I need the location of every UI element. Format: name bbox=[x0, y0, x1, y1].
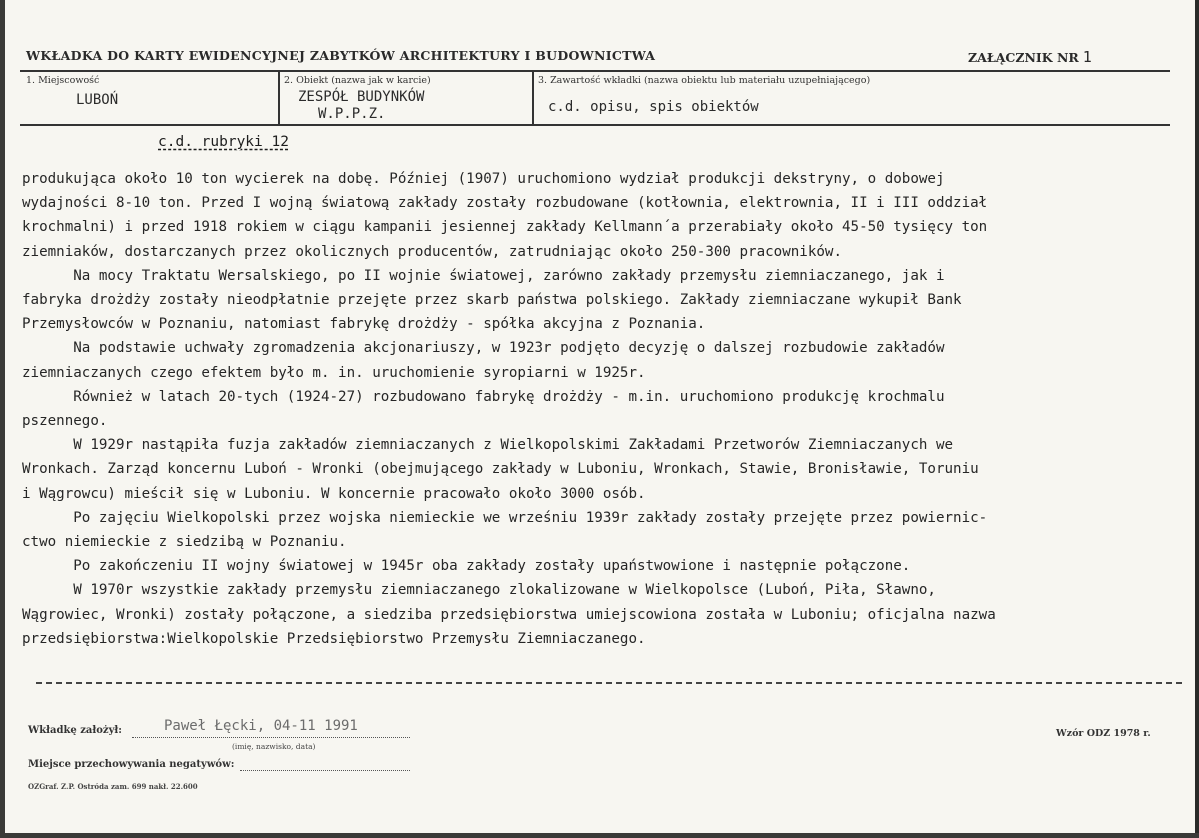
location-label: 1. Miejscowość bbox=[26, 75, 100, 86]
object-label: 2. Obiekt (nazwa jak w karcie) bbox=[284, 75, 431, 86]
scan-edge-left bbox=[0, 0, 5, 838]
separator-dashed-line bbox=[36, 682, 1182, 684]
form-title: WKŁADKA DO KARTY EWIDENCYJNEJ ZABYTKÓW ARCHITEKTURY I BUDOWNICTWA bbox=[26, 48, 656, 63]
founder-hint: (imię, nazwisko, data) bbox=[232, 742, 316, 751]
body-line: Po zakończeniu II wojny światowej w 1945r oba zakłady zostały upaństwowione i następnie połączone. bbox=[22, 558, 911, 575]
body-line: pszennego. bbox=[22, 413, 108, 430]
scan-edge-bottom bbox=[0, 833, 1199, 838]
body-line: krochmalni) i przed 1918 rokiem w ciągu kampanii jesiennej zakłady Kellmann´a przerabiały około 45-50 tysięcy ton bbox=[22, 219, 988, 236]
body-line: W 1970r wszystkie zakłady przemysłu ziemniaczanego zlokalizowane w Wielkopolsce (Luboń, Piła, Sławno, bbox=[22, 582, 936, 599]
body-line: Również w latach 20-tych (1924-27) rozbudowano fabrykę drożdży - m.in. uruchomiono produkcję krochmalu bbox=[22, 388, 945, 405]
body-line: Na podstawie uchwały zgromadzenia akcjonariuszy, w 1923r podjęto decyzję o dalszej rozbudowie zakładów bbox=[22, 340, 945, 357]
template-note: Wzór ODZ 1978 r. bbox=[1056, 728, 1151, 739]
print-info: OZGraf. Z.P. Ostróda zam. 699 nakł. 22.600 bbox=[28, 782, 198, 791]
body-line: ziemniaczanych czego efektem było m. in. uruchomienie syropiarni w 1925r. bbox=[22, 364, 646, 381]
body-line: Na mocy Traktatu Wersalskiego, po II wojnie światowej, zarówno zakłady przemysłu ziemniaczanego, jak i bbox=[22, 267, 945, 284]
storage-dotted-line bbox=[240, 770, 410, 771]
body-line: Przemysłowców w Poznaniu, natomiast fabrykę drożdży - spółka akcyjna z Poznania. bbox=[22, 316, 706, 333]
body-line: wydajności 8-10 ton. Przed I wojną światową zakłady zostały rozbudowane (kotłownia, elektrownia, II i III oddział bbox=[22, 195, 988, 212]
table-bottom-rule bbox=[20, 124, 1170, 126]
body-line: fabryka drożdży zostały nieodpłatnie przejęte przez skarb państwa polskiego. Zakłady ziemniaczane wykupił Bank bbox=[22, 292, 962, 309]
founder-dotted-line bbox=[132, 737, 410, 738]
scan-edge-right bbox=[1195, 0, 1199, 838]
table-divider-1 bbox=[278, 70, 280, 125]
body-line: przedsiębiorstwa:Wielkopolskie Przedsiębiorstwo Przemysłu Ziemniaczanego. bbox=[22, 630, 646, 647]
content-label: 3. Zawartość wkładki (nazwa obiektu lub materiału uzupełniającego) bbox=[538, 75, 871, 86]
annex-number: 1 bbox=[1082, 48, 1092, 66]
storage-label: Miejsce przechowywania negatywów: bbox=[28, 759, 235, 770]
body-line: i Wągrowcu) mieścił się w Luboniu. W koncernie pracowało około 3000 osób. bbox=[22, 485, 646, 502]
location-value: LUBOŃ bbox=[76, 92, 119, 108]
object-value-line1: ZESPÓŁ BUDYNKÓW bbox=[298, 89, 425, 105]
body-line: ziemniaków, dostarczanych przez okolicznych producentów, zatrudniając około 250-300 pracowników. bbox=[22, 243, 842, 260]
object-value-line2: W.P.P.Z. bbox=[318, 106, 386, 122]
founder-value: Paweł Łęcki, 04-11 1991 bbox=[164, 718, 358, 734]
table-top-rule bbox=[20, 70, 1170, 72]
content-value: c.d. opisu, spis obiektów bbox=[548, 99, 759, 115]
body-text bbox=[22, 167, 1172, 651]
founder-label: Wkładkę założył: bbox=[28, 725, 122, 736]
annex-label-text: ZAŁĄCZNIK NR bbox=[968, 50, 1079, 65]
body-line: Wągrowiec, Wronki) zostały połączone, a siedziba przedsiębiorstwa umiejscowiona została w Luboniu; oficjalna nazwa bbox=[22, 606, 996, 623]
body-line: Po zajęciu Wielkopolski przez wojska niemieckie we wrześniu 1939r zakłady zostały przejęte przez powiernic- bbox=[22, 509, 988, 526]
body-line: Wronkach. Zarząd koncernu Luboń - Wronki (obejmującego zakłady w Luboniu, Wronkach, Stawie, Bronisławie, Toruniu bbox=[22, 461, 979, 478]
body-line: ctwo niemieckie z siedzibą w Poznaniu. bbox=[22, 534, 347, 551]
table-divider-2 bbox=[532, 70, 534, 125]
continuation-heading: c.d. rubryki 12 bbox=[158, 134, 289, 150]
body-line: produkująca około 10 ton wycierek na dobę. Później (1907) uruchomiono wydział produkcji dekstryny, o dobowej bbox=[22, 171, 945, 187]
body-line: W 1929r nastąpiła fuzja zakładów ziemniaczanych z Wielkopolskimi Zakładami Przetworów Ziemniaczanych we bbox=[22, 437, 954, 454]
annex-label bbox=[968, 48, 1092, 66]
